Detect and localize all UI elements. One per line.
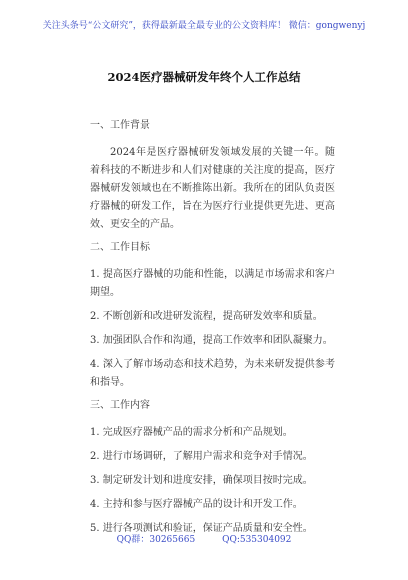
top-promo-banner: 关注头条号“公文研究”，获得最新最全最专业的公文资料库！ 微信：gongwenyj — [42, 21, 366, 31]
goal-item-4: 4. 深入了解市场动态和技术趋势，为未来研发提供参考和指导。 — [90, 359, 335, 388]
work-item-2: 2. 进行市场调研，了解用户需求和竞争对手情况。 — [90, 451, 313, 462]
section-heading-work-content: 三、工作内容 — [90, 400, 150, 411]
goal-item-2: 2. 不断创新和改进研发流程，提高研发效率和质量。 — [90, 311, 323, 322]
work-item-1: 1. 完成医疗器械产品的需求分析和产品规划。 — [90, 427, 293, 438]
work-item-5: 5. 进行各项测试和验证，保证产品质量和安全性。 — [90, 523, 313, 534]
document-body — [90, 118, 335, 538]
work-item-4: 4. 主持和参与医疗器械产品的设计和开发工作。 — [90, 499, 303, 510]
goal-item-3: 3. 加强团队合作和沟通，提高工作效率和团队凝聚力。 — [90, 335, 333, 346]
work-item-3: 3. 制定研发计划和进度安排，确保项目按时完成。 — [90, 475, 313, 486]
section-heading-goals: 二、工作目标 — [90, 242, 150, 253]
footer-qq-number: QQ:535304092 — [222, 535, 292, 545]
goal-item-1: 1. 提高医疗器械的功能和性能，以满足市场需求和客户期望。 — [90, 269, 335, 298]
footer-qq-group: QQ群：30265665 — [116, 535, 196, 545]
section-heading-background: 一、工作背景 — [90, 120, 150, 131]
background-paragraph: 2024年是医疗器械研发领域发展的关键一年。随着科技的不断进步和人们对健康的关注度的提高，医疗器械研发领域也在不断推陈出新。我所在的团队负责医疗器械的研发工作，旨在为医疗行业提供更先进、更高效、更安全的产品。 — [90, 147, 335, 230]
document-title: 2024医疗器械研发年终个人工作总结 — [107, 70, 301, 84]
footer-contact — [0, 534, 408, 546]
